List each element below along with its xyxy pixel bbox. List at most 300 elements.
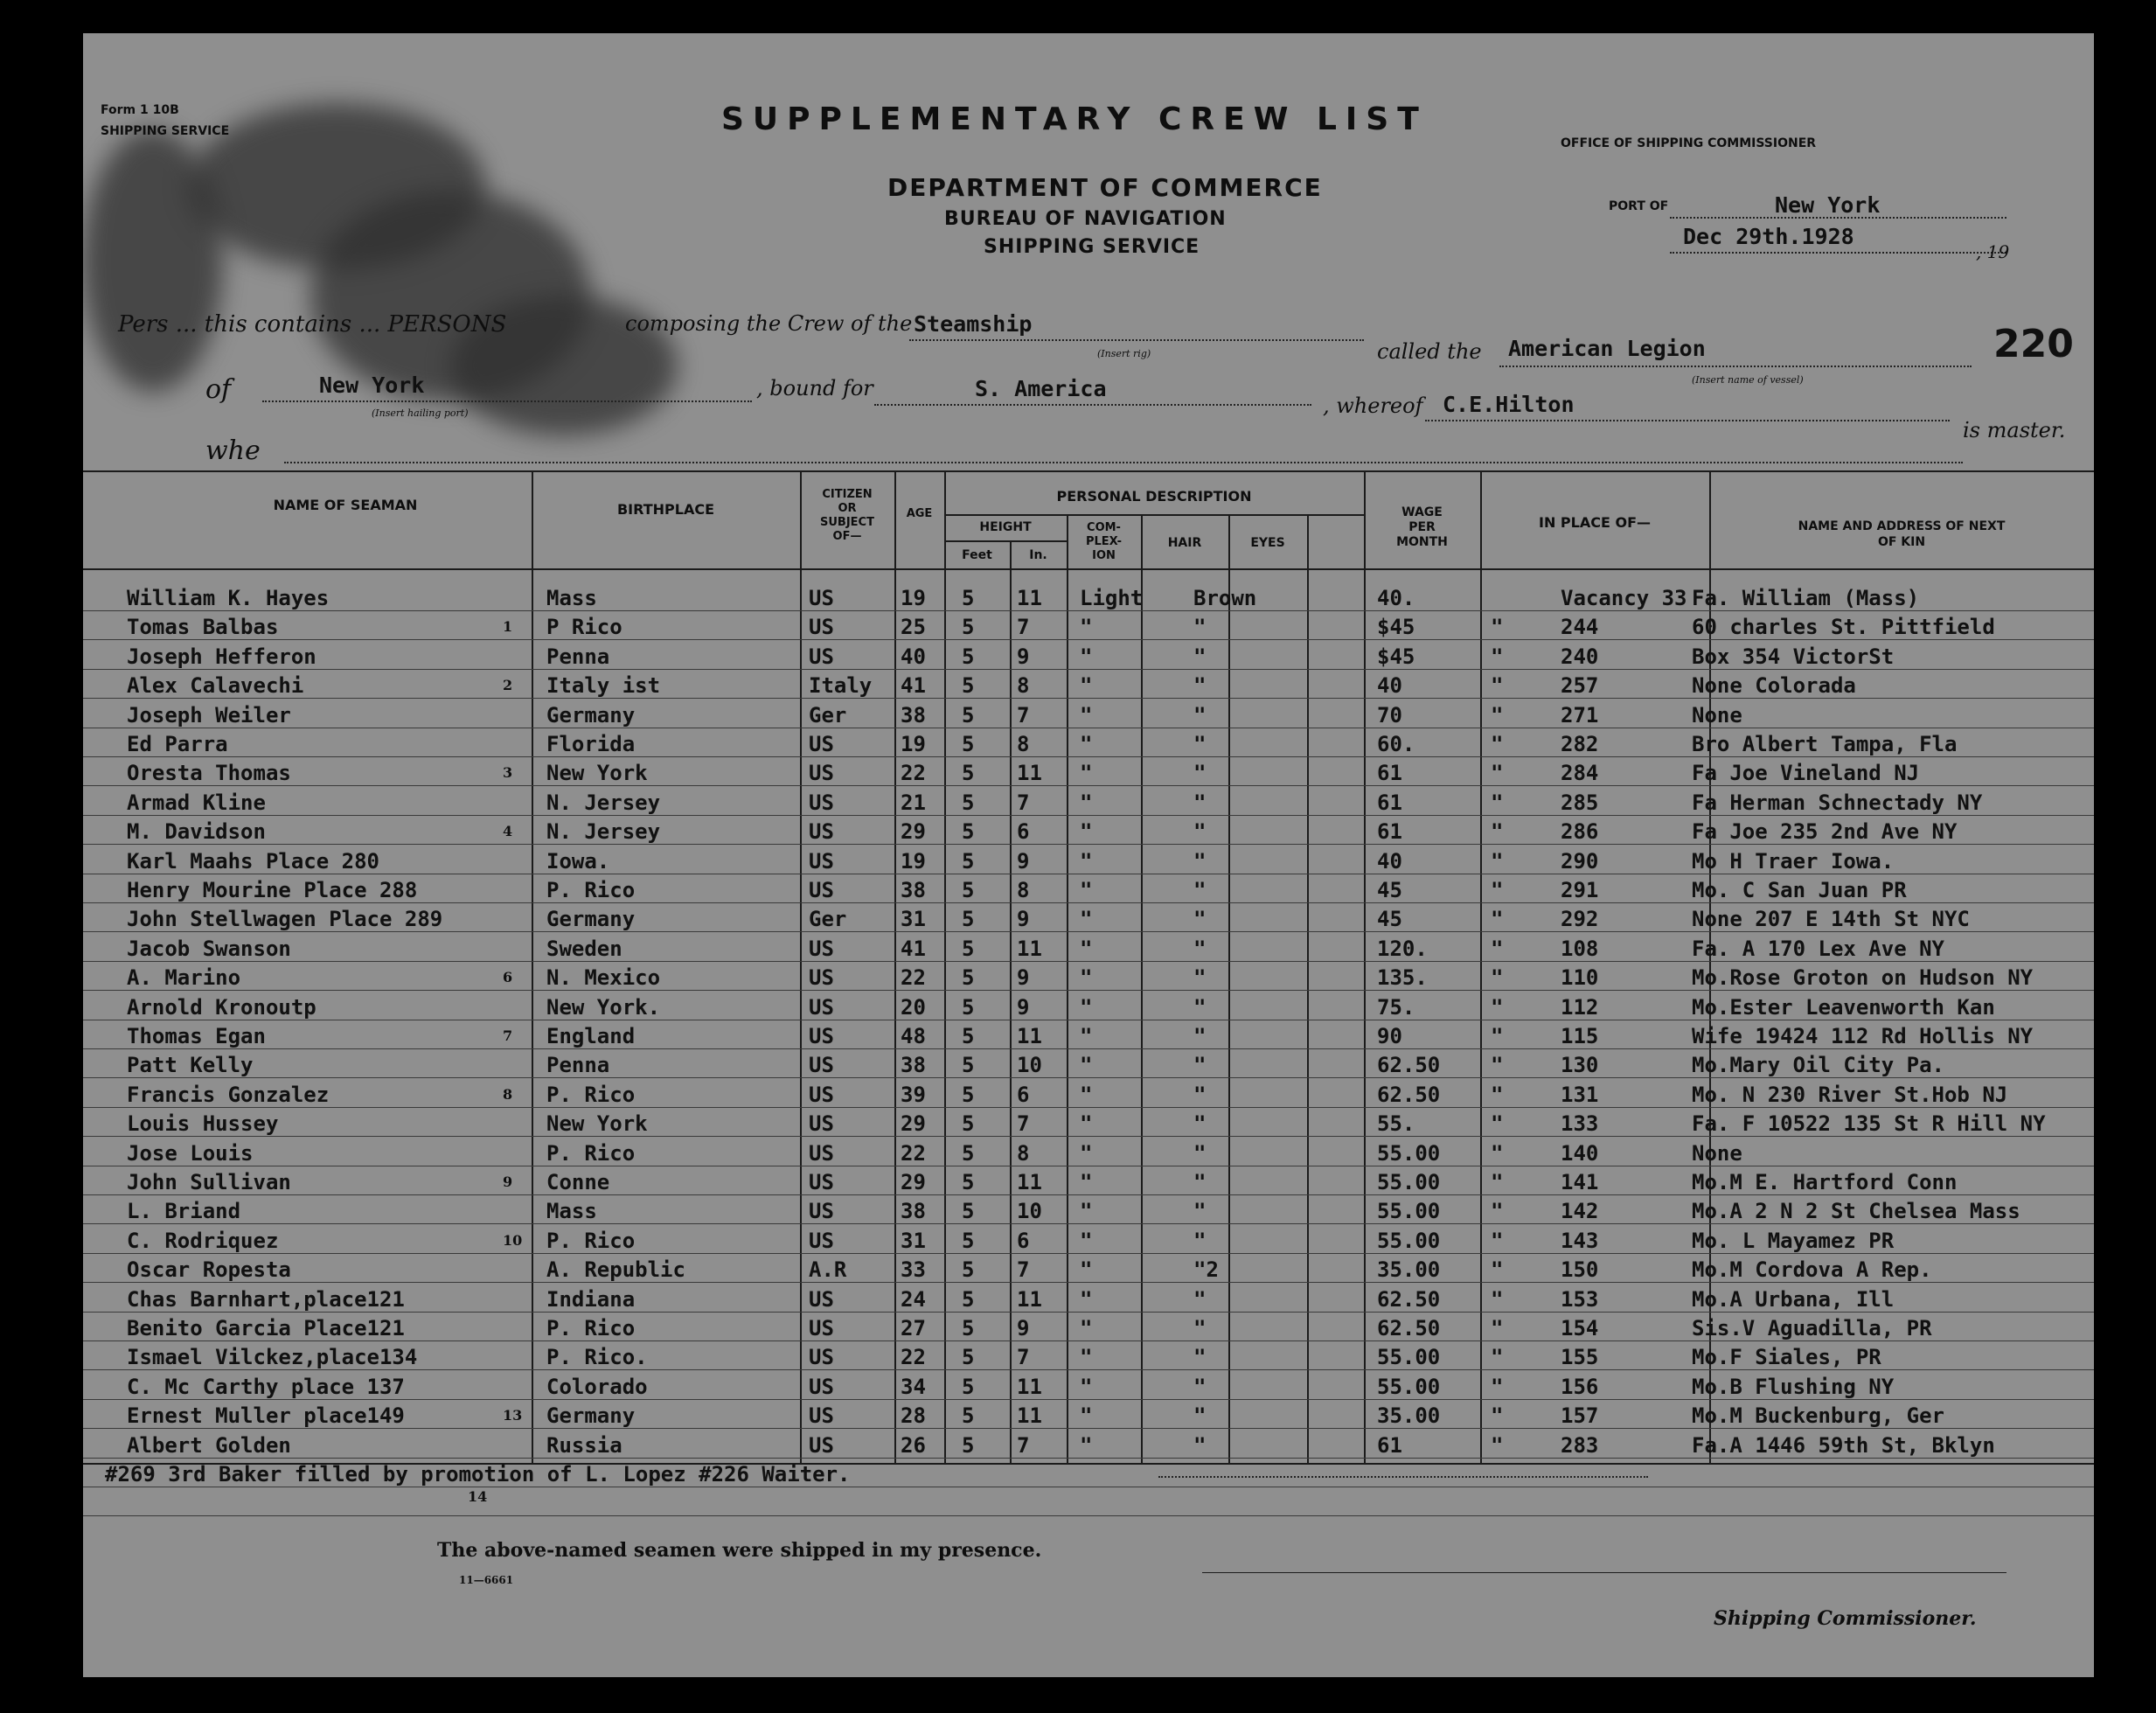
cell-place-mark: " [1491,1374,1504,1399]
cell-birthplace: Italy ist [546,673,661,699]
cell-citizen: US [809,994,834,1020]
cell-place-mark: " [1491,848,1504,874]
cell-in-place: 290 [1561,848,1599,874]
cell-age: 39 [901,1082,926,1107]
cell-kin: Fa. A 170 Lex Ave NY [1692,936,1944,961]
cell-place-mark: " [1491,615,1504,640]
cell-citizen: US [809,1374,834,1399]
commissioner-label: Shipping Commissioner. [1714,1607,1977,1630]
table-row [83,905,2094,933]
cell-birthplace: P. Rico [546,1140,636,1166]
table-row [83,1314,2094,1342]
cell-inches: 7 [1017,1257,1030,1283]
cell-inches: 11 [1017,936,1042,961]
row-rule [83,1312,2094,1313]
cell-kin: Fa Joe 235 2nd Ave NY [1692,819,1958,845]
row-marker-number: 10 [503,1231,523,1249]
cell-kin: None 207 E 14th St NYC [1692,907,1970,932]
cell-hair: " [1193,702,1207,728]
cell-name: Patt Kelly [127,1053,254,1078]
cell-age: 21 [901,790,926,815]
rig-line [909,339,1364,341]
cell-wage: 75. [1377,994,1415,1020]
cell-kin: Mo.A Urbana, Ill [1692,1286,1895,1312]
cell-age: 29 [901,1111,926,1137]
col-header-in-place-of: IN PLACE OF— [1539,514,1651,531]
cell-inches: 11 [1017,586,1042,610]
attestation-text: The above-named seamen were shipped in my presence. [437,1539,1042,1562]
cell-kin: Fa Herman Schnectady NY [1692,790,1983,815]
cell-name: L. Briand [127,1199,241,1224]
cell-name: Alex Calavechi [127,673,304,699]
cell-kin: Mo.M Cordova A Rep. [1692,1257,1932,1283]
cell-complexion: " [1080,615,1093,640]
cell-birthplace: P. Rico [546,1082,636,1107]
cell-age: 28 [901,1403,926,1429]
cell-inches: 8 [1017,732,1030,756]
cell-citizen: US [809,1111,834,1137]
cell-complexion: " [1080,878,1093,902]
cell-in-place: 286 [1561,819,1599,845]
cell-place-mark: " [1491,1053,1504,1078]
vessel-hint: (Insert name of vessel) [1692,374,1804,386]
cell-age: 41 [901,936,926,961]
cell-feet: 5 [962,790,975,815]
cell-inches: 11 [1017,1403,1042,1429]
table-header-rule [83,568,2094,570]
cell-age: 27 [901,1316,926,1340]
master-label: is master. [1963,418,2066,442]
cell-birthplace: P. Rico. [546,1345,648,1370]
cell-feet: 5 [962,936,975,961]
row-rule [83,1458,2094,1459]
cell-citizen: A.R [809,1257,847,1283]
row-rule [83,1282,2094,1283]
cell-hair: Brown [1193,586,1257,610]
cell-kin: Bro Albert Tampa, Fla [1692,732,1958,756]
cell-citizen: US [809,1140,834,1166]
cell-kin: Mo.A 2 N 2 St Chelsea Mass [1692,1199,2020,1224]
cell-complexion: " [1080,1257,1093,1283]
cell-in-place: 150 [1561,1257,1599,1283]
table-row [83,789,2094,817]
sailing-port-line [262,400,752,402]
table-row [83,643,2094,671]
table-row [83,964,2094,992]
cell-wage: 120. [1377,936,1428,961]
cell-birthplace: Germany [546,907,636,932]
cell-hair: " [1193,1374,1207,1399]
cell-name: Oresta Thomas [127,761,291,786]
office-label: OFFICE OF SHIPPING COMMISSIONER [1561,136,1817,150]
cell-name: Tomas Balbas [127,615,279,640]
cell-inches: 7 [1017,790,1030,815]
destination-value: S. America [975,376,1107,401]
cell-wage: $45 [1377,615,1415,640]
row-rule [83,1107,2094,1108]
cell-age: 38 [901,1199,926,1224]
table-row [83,935,2094,963]
cell-age: 22 [901,761,926,786]
cell-birthplace: P. Rico [546,1228,636,1253]
cell-complexion: " [1080,1228,1093,1253]
cell-feet: 5 [962,1082,975,1107]
cell-wage: 55.00 [1377,1170,1441,1194]
cell-wage: 40. [1377,586,1415,610]
cell-place-mark: " [1491,878,1504,902]
where-line [284,462,1963,463]
table-row [83,1168,2094,1196]
cell-in-place: 133 [1561,1111,1599,1137]
cell-place-mark: " [1491,1316,1504,1340]
row-marker-number: 3 [503,764,513,782]
cell-name: A. Marino [127,965,241,991]
cell-inches: 8 [1017,878,1030,902]
cell-wage: 62.50 [1377,1053,1441,1078]
cell-inches: 10 [1017,1199,1042,1224]
cell-complexion: " [1080,907,1093,932]
cell-feet: 5 [962,907,975,932]
cell-citizen: US [809,878,834,902]
cell-hair: " [1193,1111,1207,1137]
cell-hair: " [1193,1286,1207,1312]
cell-complexion: " [1080,702,1093,728]
cell-hair: " [1193,732,1207,756]
cell-inches: 9 [1017,907,1030,932]
cell-kin: Fa.A 1446 59th St, Bklyn [1692,1432,1995,1458]
cell-citizen: US [809,615,834,640]
cell-place-mark: " [1491,1024,1504,1048]
note-number: 14 [468,1488,488,1505]
sailing-port-value: New York [319,373,425,398]
cell-wage: 61 [1377,761,1402,786]
col-header-name: NAME OF SEAMAN [273,497,418,513]
cell-age: 19 [901,586,926,610]
cell-complexion: " [1080,1111,1093,1137]
cell-kin: Fa. F 10522 135 St R Hill NY [1692,1111,2046,1137]
cell-inches: 10 [1017,1053,1042,1078]
table-row [83,701,2094,729]
cell-birthplace: England [546,1024,636,1048]
note-row [83,1460,2094,1505]
row-rule [83,902,2094,903]
cell-complexion: " [1080,1316,1093,1340]
cell-birthplace: Colorado [546,1374,648,1399]
cell-inches: 9 [1017,848,1030,874]
cell-kin: Mo. N 230 River St.Hob NJ [1692,1082,2008,1107]
cell-citizen: US [809,1199,834,1224]
cell-name: Jacob Swanson [127,936,291,961]
table-row [83,1402,2094,1430]
cell-inches: 6 [1017,819,1030,845]
cell-birthplace: Russia [546,1432,622,1458]
cell-hair: " [1193,848,1207,874]
cell-hair: " [1193,965,1207,991]
row-rule [83,698,2094,699]
cell-citizen: US [809,761,834,786]
cell-in-place: 292 [1561,907,1599,932]
cell-kin: None Colorada [1692,673,1856,699]
cell-birthplace: P Rico [546,615,622,640]
cell-birthplace: Florida [546,732,636,756]
ink-stain [83,129,223,392]
cell-complexion: " [1080,790,1093,815]
cell-wage: 62.50 [1377,1286,1441,1312]
cell-inches: 8 [1017,1140,1030,1166]
cell-hair: " [1193,1432,1207,1458]
cell-complexion: " [1080,936,1093,961]
cell-feet: 5 [962,1257,975,1283]
cell-age: 22 [901,1345,926,1370]
personal-desc-rule [944,514,1364,516]
table-row [83,876,2094,904]
row-rule [83,1223,2094,1224]
cell-age: 38 [901,878,926,902]
cell-citizen: Ger [809,907,847,932]
year-prefix: , 19 [1976,241,2010,262]
cell-inches: 11 [1017,1170,1042,1194]
row-rule [83,1048,2094,1049]
cell-in-place: 140 [1561,1140,1599,1166]
vessel-value: American Legion [1508,336,1706,361]
cell-hair: " [1193,1082,1207,1107]
row-rule [83,1253,2094,1254]
cell-complexion: " [1080,1286,1093,1312]
row-rule [83,990,2094,991]
col-header-hair: HAIR [1167,536,1202,550]
list-intro-left: Pers ... this contains ... PERSONS [118,311,507,338]
cell-complexion: " [1080,819,1093,845]
cell-inches: 9 [1017,644,1030,669]
cell-kin: Wife 19424 112 Rd Hollis NY [1692,1024,2034,1048]
cell-birthplace: N. Jersey [546,819,661,845]
col-header-inches: In. [1029,548,1047,562]
note-text: #269 3rd Baker filled by promotion of L. Lopez #226 Waiter. [105,1462,851,1487]
rig-value: Steamship [914,311,1033,337]
cell-citizen: US [809,644,834,669]
cell-place-mark: " [1491,1170,1504,1194]
cell-wage: 61 [1377,1432,1402,1458]
cell-hair: " [1193,1140,1207,1166]
cell-in-place: 110 [1561,965,1599,991]
cell-feet: 5 [962,965,975,991]
cell-complexion: " [1080,1053,1093,1078]
cell-inches: 7 [1017,615,1030,640]
cell-birthplace: Conne [546,1170,610,1194]
page-number: 220 [1993,322,2074,366]
bound-label: , bound for [756,376,873,400]
cell-wage: 55.00 [1377,1199,1441,1224]
cell-feet: 5 [962,1053,975,1078]
cell-place-mark: " [1491,907,1504,932]
cell-kin: Fa Joe Vineland NJ [1692,761,1920,786]
cell-feet: 5 [962,1286,975,1312]
cell-place-mark: " [1491,673,1504,699]
row-marker-number: 8 [503,1085,513,1103]
cell-kin: Mo.M E. Hartford Conn [1692,1170,1958,1194]
cell-hair: " [1193,1403,1207,1429]
table-row [83,759,2094,787]
cell-citizen: US [809,1432,834,1458]
whereof-label: , whereof [1323,393,1423,418]
cell-hair: " [1193,878,1207,902]
row-rule [83,1136,2094,1137]
cell-wage: 55.00 [1377,1345,1441,1370]
cell-inches: 7 [1017,1432,1030,1458]
col-header-wage: WAGE PER MONTH [1396,505,1448,549]
cell-birthplace: Penna [546,1053,610,1078]
cell-complexion: " [1080,1403,1093,1429]
cell-hair: " [1193,994,1207,1020]
cell-feet: 5 [962,1345,975,1370]
cell-complexion: " [1080,1199,1093,1224]
cell-feet: 5 [962,819,975,845]
cell-name: Arnold Kronoutp [127,994,316,1020]
cell-complexion: " [1080,732,1093,756]
table-row [83,730,2094,758]
cell-birthplace: Indiana [546,1286,636,1312]
cell-birthplace: P. Rico [546,1316,636,1340]
cell-kin: Mo. C San Juan PR [1692,878,1907,902]
cell-kin: None [1692,1140,1742,1166]
cell-birthplace: N. Jersey [546,790,661,815]
cell-hair: " [1193,673,1207,699]
cell-feet: 5 [962,1432,975,1458]
cell-citizen: US [809,586,834,610]
col-header-feet: Feet [962,548,992,562]
cell-birthplace: Germany [546,702,636,728]
cell-age: 34 [901,1374,926,1399]
cell-place-mark: " [1491,965,1504,991]
cell-in-place: 155 [1561,1345,1599,1370]
vessel-line [1499,366,1972,367]
signature-line [1202,1572,2006,1573]
cell-place-mark: " [1491,1111,1504,1137]
row-rule [83,815,2094,816]
table-row [83,818,2094,846]
cell-name: Chas Barnhart,place121 [127,1286,405,1312]
cell-place-mark: " [1491,761,1504,786]
cell-feet: 5 [962,1228,975,1253]
cell-complexion: " [1080,1140,1093,1166]
cell-age: 38 [901,702,926,728]
cell-birthplace: Penna [546,644,610,669]
table-top-rule [83,470,2094,472]
cell-inches: 8 [1017,673,1030,699]
cell-wage: 135. [1377,965,1428,991]
cell-kin: Mo. L Mayamez PR [1692,1228,1895,1253]
cell-name: Francis Gonzalez [127,1082,330,1107]
cell-age: 31 [901,1228,926,1253]
crew-list-document [83,33,2094,1677]
cell-complexion: " [1080,965,1093,991]
cell-birthplace: New York [546,1111,648,1137]
cell-wage: 40 [1377,848,1402,874]
cell-wage: 45 [1377,907,1402,932]
cell-wage: 45 [1377,878,1402,902]
cell-feet: 5 [962,1111,975,1137]
cell-feet: 5 [962,878,975,902]
cell-citizen: US [809,819,834,845]
master-line [1425,420,1950,421]
cell-wage: 55. [1377,1111,1415,1137]
table-row [83,672,2094,700]
cell-birthplace: Mass [546,1199,597,1224]
cell-feet: 5 [962,673,975,699]
cell-wage: 40 [1377,673,1402,699]
cell-inches: 9 [1017,994,1030,1020]
note-dash-line [1158,1476,1648,1478]
row-rule [83,1340,2094,1341]
cell-inches: 9 [1017,965,1030,991]
cell-inches: 11 [1017,1374,1042,1399]
cell-hair: "2 [1193,1257,1219,1283]
cell-name: M. Davidson [127,819,266,845]
cell-in-place: 283 [1561,1432,1599,1458]
cell-feet: 5 [962,732,975,756]
port-label: PORT OF [1609,199,1669,213]
table-row [83,1110,2094,1138]
row-rule [83,785,2094,786]
cell-citizen: US [809,965,834,991]
sailing-port-hint: (Insert hailing port) [372,407,469,419]
cell-name: Albert Golden [127,1432,291,1458]
table-row [83,1256,2094,1284]
cell-wage: 62.50 [1377,1082,1441,1107]
cell-hair: " [1193,1199,1207,1224]
cell-birthplace: Iowa. [546,848,610,874]
cell-citizen: US [809,1286,834,1312]
cell-kin: Mo.F Siales, PR [1692,1345,1881,1370]
cell-wage: 62.50 [1377,1316,1441,1340]
cell-complexion: Light [1080,586,1144,610]
cell-citizen: US [809,936,834,961]
col-header-next-of-kin: NAME AND ADDRESS OF NEXT OF KIN [1798,519,2006,549]
cell-wage: $45 [1377,644,1415,669]
port-value: New York [1775,192,1881,218]
cell-name: John Sullivan [127,1170,291,1194]
table-row [83,847,2094,875]
cell-wage: 55.00 [1377,1374,1441,1399]
cell-citizen: US [809,1403,834,1429]
cell-in-place: 156 [1561,1374,1599,1399]
cell-age: 22 [901,1140,926,1166]
cell-inches: 7 [1017,702,1030,728]
cell-kin: Mo.Mary Oil City Pa. [1692,1053,1944,1078]
cell-place-mark: " [1491,994,1504,1020]
cell-feet: 5 [962,1374,975,1399]
col-header-citizen: CITIZEN OR SUBJECT OF— [820,488,874,543]
cell-hair: " [1193,1316,1207,1340]
cell-wage: 55.00 [1377,1140,1441,1166]
cell-kin: Mo H Traer Iowa. [1692,848,1895,874]
date-line [1670,252,2006,254]
cell-inches: 7 [1017,1345,1030,1370]
col-header-eyes: EYES [1250,536,1285,550]
department-name: DEPARTMENT OF COMMERCE [887,173,1323,202]
of-label: of [205,374,232,405]
cell-citizen: US [809,1228,834,1253]
cell-birthplace: A. Republic [546,1257,685,1283]
cell-age: 40 [901,644,926,669]
cell-age: 29 [901,819,926,845]
row-rule [83,610,2094,611]
table-row [83,1051,2094,1079]
cell-place-mark: " [1491,1140,1504,1166]
cell-place-mark: " [1491,702,1504,728]
cell-age: 33 [901,1257,926,1283]
height-rule [944,540,1067,542]
